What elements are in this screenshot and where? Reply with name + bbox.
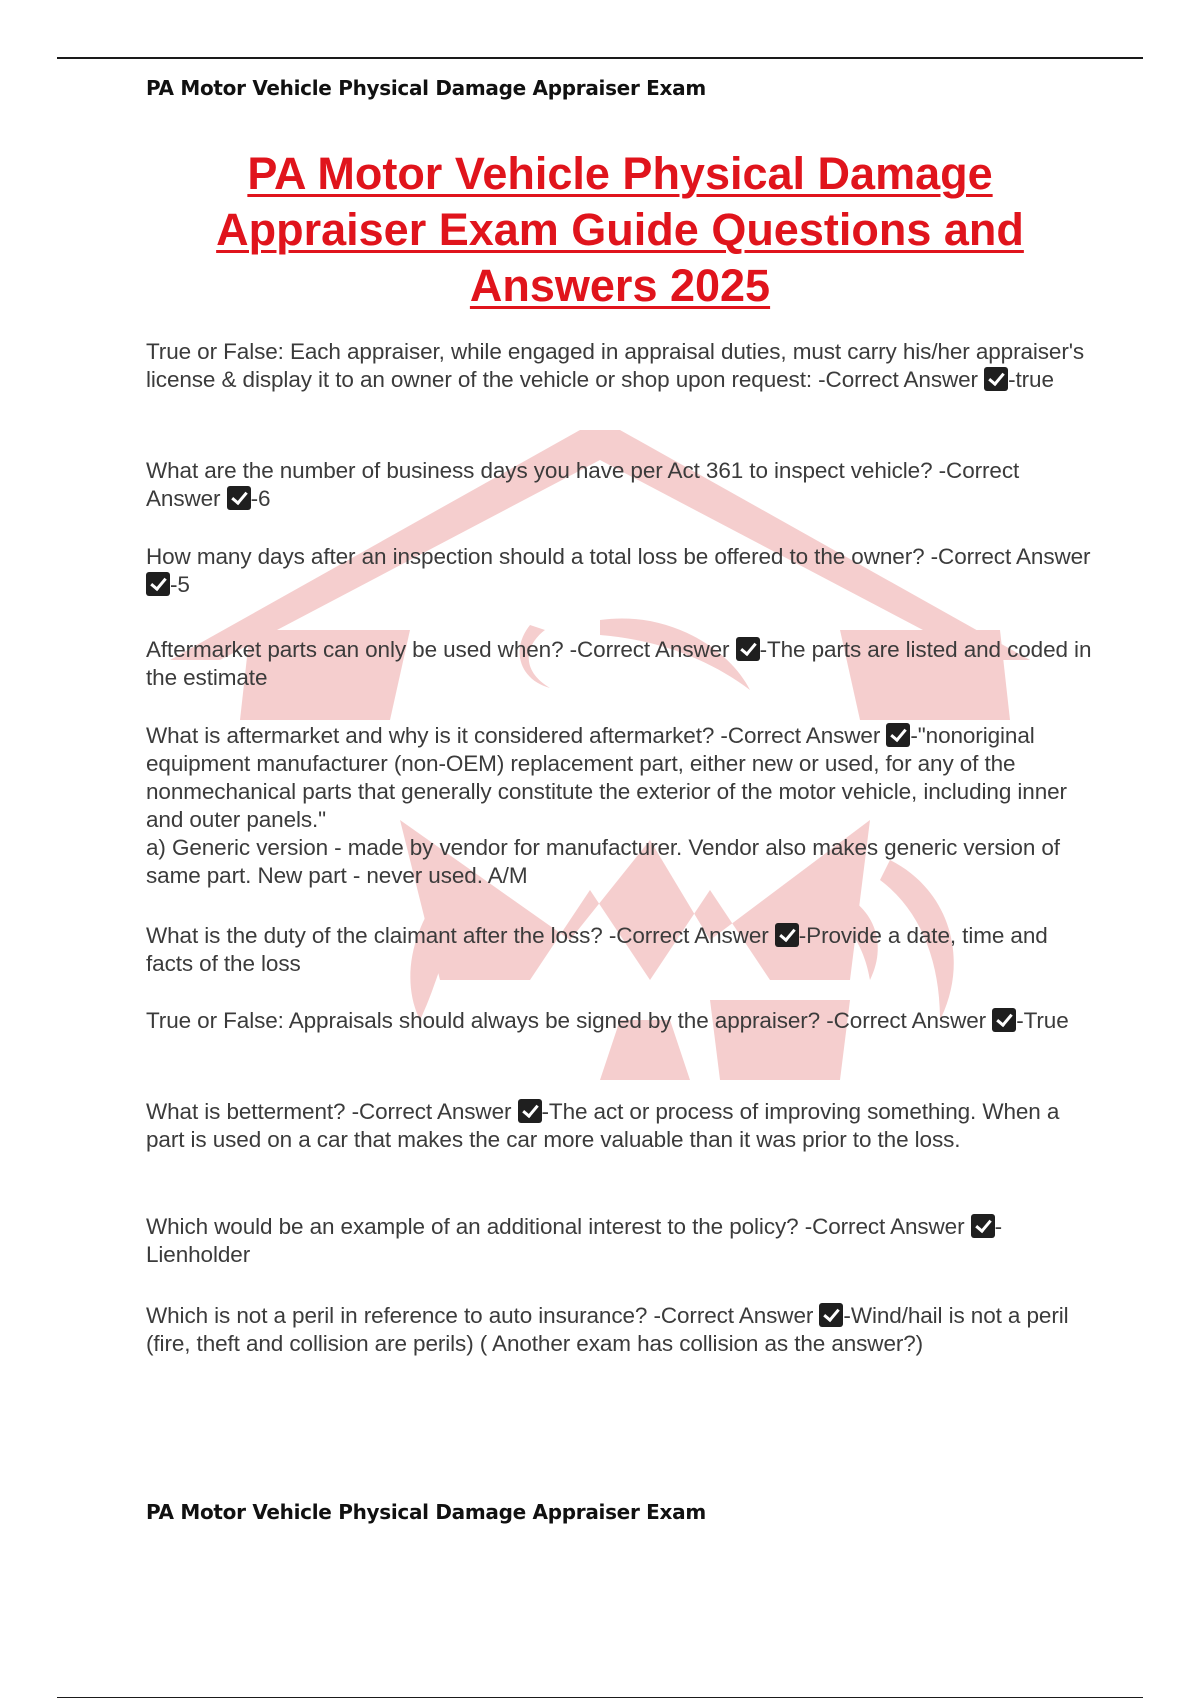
title-line-1: PA Motor Vehicle Physical Damage (247, 148, 993, 199)
document-title (140, 146, 1100, 314)
question-text: Aftermarket parts can only be used when? -Correct Answer (146, 637, 736, 662)
question-text: True or False: Appraisals should always be signed by the appraiser? -Correct Answer (146, 1008, 993, 1033)
qa-item (146, 543, 1096, 599)
question-text: What is betterment? -Correct Answer (146, 1099, 518, 1124)
answer-text: -The act or process of improving something. When a part is used on a car that makes the car more valuable than it was prior to the loss. (146, 1099, 1060, 1152)
check-box-icon (518, 1099, 542, 1123)
qa-item (146, 1007, 1096, 1035)
answer-text: -True (1016, 1008, 1069, 1033)
answer-text: -Lienholder (146, 1214, 1003, 1267)
title-line-2: Appraiser Exam Guide Questions and (216, 204, 1024, 255)
question-text: Which is not a peril in reference to auto insurance? -Correct Answer (146, 1303, 820, 1328)
check-box-icon (971, 1214, 995, 1238)
qa-item (146, 338, 1096, 394)
question-text: True or False: Each appraiser, while engaged in appraisal duties, must carry his/her appraiser's license & display it to an owner of the vehicle or shop upon request: -Correct Answer (146, 339, 1085, 392)
question-text: What are the number of business days you have per Act 361 to inspect vehicle? -Correct Answer (146, 458, 1020, 511)
answer-text: -Wind/hail is not a peril (fire, theft and collision are perils) ( Another exam has collision as the answer?) (146, 1303, 1069, 1356)
qa-item (146, 922, 1096, 978)
answer-text: -"nonoriginal equipment manufacturer (non-OEM) replacement part, either new or used, for any of the nonmechanical parts that generally constitute the exterior of the motor vehicle, including inner and outer panels." (146, 723, 1067, 832)
answer-text: -5 (170, 572, 190, 597)
answer-text: -Provide a date, time and facts of the loss (146, 923, 1048, 976)
qa-item (146, 457, 1096, 513)
question-text: How many days after an inspection should a total loss be offered to the owner? -Correct Answer (146, 544, 1091, 569)
check-box-icon (736, 637, 760, 661)
qa-item (146, 1302, 1096, 1358)
check-box-icon (992, 1008, 1016, 1032)
check-box-icon (984, 367, 1008, 391)
footer-rule (57, 1697, 1143, 1698)
qa-item (146, 1098, 1096, 1154)
check-box-icon (819, 1303, 843, 1327)
answer-text: -6 (250, 486, 271, 511)
answer-text: -The parts are listed and coded in the estimate (146, 637, 1092, 690)
check-box-icon (886, 723, 910, 747)
question-text: Which would be an example of an additional interest to the policy? -Correct Answer (146, 1214, 971, 1239)
check-box-icon (227, 486, 251, 510)
answer-text: -true (1008, 367, 1054, 392)
question-text: What is aftermarket and why is it considered aftermarket? -Correct Answer (146, 723, 887, 748)
qa-item (146, 1213, 1096, 1269)
check-box-icon (146, 572, 170, 596)
question-text: What is the duty of the claimant after the loss? -Correct Answer (146, 923, 775, 948)
header-rule (57, 57, 1143, 59)
title-line-3: Answers 2025 (469, 260, 771, 311)
running-footer: PA Motor Vehicle Physical Damage Appraiser Exam (146, 1500, 706, 1524)
qa-item (146, 636, 1096, 692)
answer-extra-text: a) Generic version - made by vendor for manufacturer. Vendor also makes generic version of same part. New part - never used. A/M (146, 835, 1060, 888)
check-box-icon (775, 923, 799, 947)
qa-item (146, 722, 1096, 890)
running-header: PA Motor Vehicle Physical Damage Appraiser Exam (146, 76, 706, 100)
